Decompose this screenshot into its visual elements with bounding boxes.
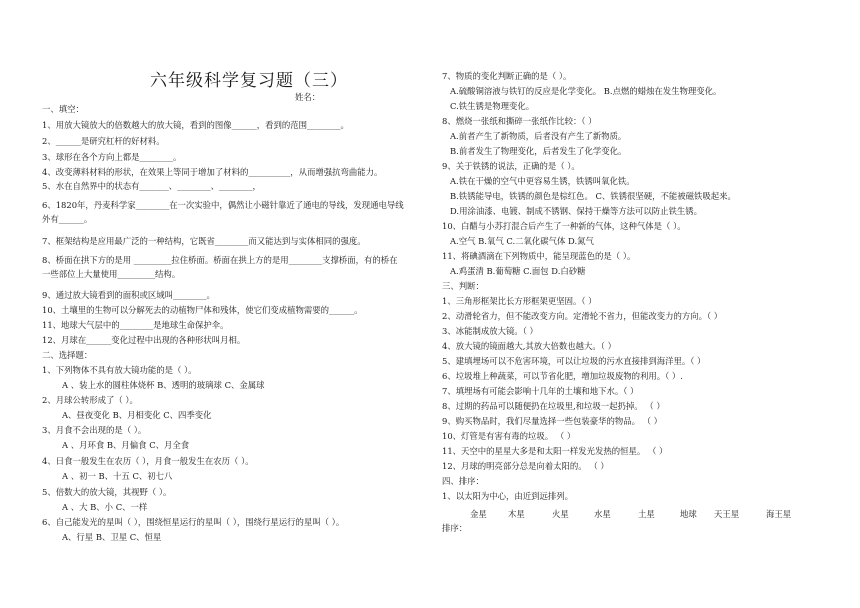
question-line: 4、改变薄料材料的形状，在效果上等同于增加了材料的__________，从而增强抗弯曲能力。 bbox=[42, 167, 383, 177]
option-line: B.铁锈能导电，铁锈的颜色是棕红色。 C、铁锈很坚硬，不能被磁铁吸起来。 bbox=[450, 191, 736, 201]
planet-item: 木星 bbox=[508, 509, 525, 519]
question-line: 7、填埋场有可能会影响十几年的土壤和地下水。（ ） bbox=[442, 386, 639, 396]
question-line: 1、下列物体不具有放大镜功能的是（ ）。 bbox=[42, 365, 197, 375]
question-line: 3、球形在各个方向上都是________。 bbox=[42, 152, 182, 162]
planet-item: 地球 bbox=[680, 509, 697, 519]
question-line: 1、以太阳为中心，由近到远排列。 bbox=[442, 491, 573, 501]
option-line: A.铁在干燥的空气中更容易生锈，铁锈叫氧化铁。 bbox=[450, 176, 635, 186]
name-label: 姓名： bbox=[295, 92, 321, 102]
question-line: 4、日食一般发生在农历（ ），月食一般发生在农历（ ）。 bbox=[42, 456, 254, 466]
option-line: B.前者发生了物理变化，后者发生了化学变化。 bbox=[450, 146, 627, 156]
question-line: 9、通过放大镜看到的面积或区域叫________。 bbox=[42, 290, 215, 300]
question-line: 外有______。 bbox=[42, 214, 93, 224]
question-line: 7、框架结构是应用最广泛的一种结构，它既省________而又能达到与实体相同的强度。 bbox=[42, 236, 366, 246]
question-line: 8、桥面在拱下方的是用 _________拉住桥面。桥面在拱上方的是用________支撑桥面，有的桥在 bbox=[42, 255, 398, 265]
question-line: 一些部位上大量使用_________结构。 bbox=[42, 269, 181, 279]
question-line: 9、购买物品时，我们尽量选择一些包装豪华的物品。 （ ） bbox=[442, 416, 663, 426]
planet-item: 海王星 bbox=[766, 509, 792, 519]
option-line: A 、初一 B、十五 C、初七八 bbox=[62, 471, 173, 481]
question-line: 10、灯管是有害有毒的垃圾。 （ ） bbox=[442, 431, 576, 441]
option-line: A.鸡蛋清 B.葡萄糖 C.面包 D.白砂糖 bbox=[450, 266, 586, 276]
page-title: 六年级科学复习题（三） bbox=[150, 71, 348, 91]
option-line: A.前者产生了新物质，后者没有产生了新物质。 bbox=[450, 131, 627, 141]
question-line: 3、冰能制成放大镜。（ ） bbox=[442, 326, 538, 336]
section-heading: 一、填空： bbox=[42, 104, 84, 114]
option-line: A 、月环食 B、月偏食 C、月全食 bbox=[62, 440, 190, 450]
question-line: 5、倍数大的放大镜，其视野（ ）。 bbox=[42, 487, 172, 497]
option-line: A.空气 B.氧气 C.二氧化碳气体 D.氮气 bbox=[450, 236, 594, 246]
option-line: A、昼夜变化 B、月相变化 C、四季变化 bbox=[62, 410, 212, 420]
planet-item: 水星 bbox=[594, 509, 611, 519]
question-line: 11、天空中的星星大多是和太阳一样发光发热的恒星。 （ ） bbox=[442, 446, 668, 456]
question-line: 3、月食不会出现的是（ ）。 bbox=[42, 425, 147, 435]
option-line: A 、大 B、小 C、一样 bbox=[62, 502, 148, 512]
section-heading: 四、排序： bbox=[442, 476, 484, 486]
planet-list bbox=[470, 508, 810, 520]
question-line: 10、白醋与小苏打混合后产生了一种新的气体，这种气体是（ ）。 bbox=[442, 221, 686, 231]
question-line: 10、土壤里的生物可以分解死去的动植物尸体和残体，使它们变成植物需要的______。 bbox=[42, 305, 363, 315]
option-line: A.硫酸铜溶液与铁钉的反应是化学变化。 B.点燃的蜡烛在发生物理变化。 bbox=[450, 86, 722, 96]
planet-item: 土星 bbox=[638, 509, 655, 519]
question-line: 6、自己能发光的星叫（ ），围绕恒星运行的星叫（ ），围绕行星运行的星叫（ ）。 bbox=[42, 517, 345, 527]
option-line: A、行星 B、卫星 C、恒星 bbox=[62, 532, 162, 542]
planet-item: 天王星 bbox=[714, 509, 740, 519]
section-heading: 三、判断： bbox=[442, 281, 484, 291]
question-line: 6、垃圾堆上种蔬菜，可以节省化肥，增加垃圾废物的利用。（ ）. bbox=[442, 371, 683, 381]
question-line: 2、______是研究杠杆的好材料。 bbox=[42, 136, 165, 146]
option-line: D.用涂油漆、电镀、制成不锈钢、保持干燥等方法可以防止铁生锈。 bbox=[450, 206, 702, 216]
question-line: 7、物质的变化判断正确的是（ ）。 bbox=[442, 71, 572, 81]
question-line: 1、用放大镜放大的倍数越大的放大镜，看到的图像______，看到的范围________。 bbox=[42, 120, 349, 130]
question-line: 9、关于铁锈的说法，正确的是（ ）。 bbox=[442, 161, 580, 171]
question-line: 2、动滑轮省力，但不能改变方向。定滑轮不省力，但能改变力的方向。（ ） bbox=[442, 311, 723, 321]
question-line: 4、放大镜的镜面越大,其放大倍数也越大。（ ） bbox=[442, 341, 616, 351]
question-line: 11、将碘酒滴在下列物质中，能呈现蓝色的是（ ）。 bbox=[442, 251, 636, 261]
sort-label: 排序： bbox=[442, 523, 468, 533]
question-line: 8、燃烧一张纸和撕碎一张纸作比较：（ ） bbox=[442, 116, 597, 126]
option-line: A 、装上水的圆柱体烧杯 B、透明的玻璃球 C、金属球 bbox=[62, 380, 265, 390]
section-heading: 二、选择题： bbox=[42, 350, 93, 360]
question-line: 5、建填埋场可以不危害环境，可以让垃圾的污水直接排到海洋里。（ ） bbox=[442, 356, 706, 366]
question-line: 8、过期的药品可以随便扔在垃圾里,和垃圾一起扔掉。 （ ） bbox=[442, 401, 665, 411]
question-line: 6、1820年，丹麦科学家________在一次实验中，偶然让小磁针靠近了通电的导线，发现通电导线 bbox=[42, 200, 404, 210]
question-line: 11、地球大气层中的________是地球生命保护伞。 bbox=[42, 320, 229, 330]
question-line: 2、月球公转形成了（ ）。 bbox=[42, 395, 138, 405]
planet-item: 金星 bbox=[470, 509, 487, 519]
planet-item: 火星 bbox=[552, 509, 569, 519]
question-line: 12、月球在______变化过程中出现的各种形状叫月相。 bbox=[42, 335, 246, 345]
option-line: C.铁生锈是物理变化。 bbox=[450, 101, 535, 111]
question-line: 1、三角形框架比长方形框架更坚固。（ ） bbox=[442, 296, 597, 306]
question-line: 5、水在自然界中的状态有_______、________、________， bbox=[42, 181, 261, 191]
question-line: 12、月球的明亮部分总是向着太阳的。 （ ） bbox=[442, 461, 609, 471]
